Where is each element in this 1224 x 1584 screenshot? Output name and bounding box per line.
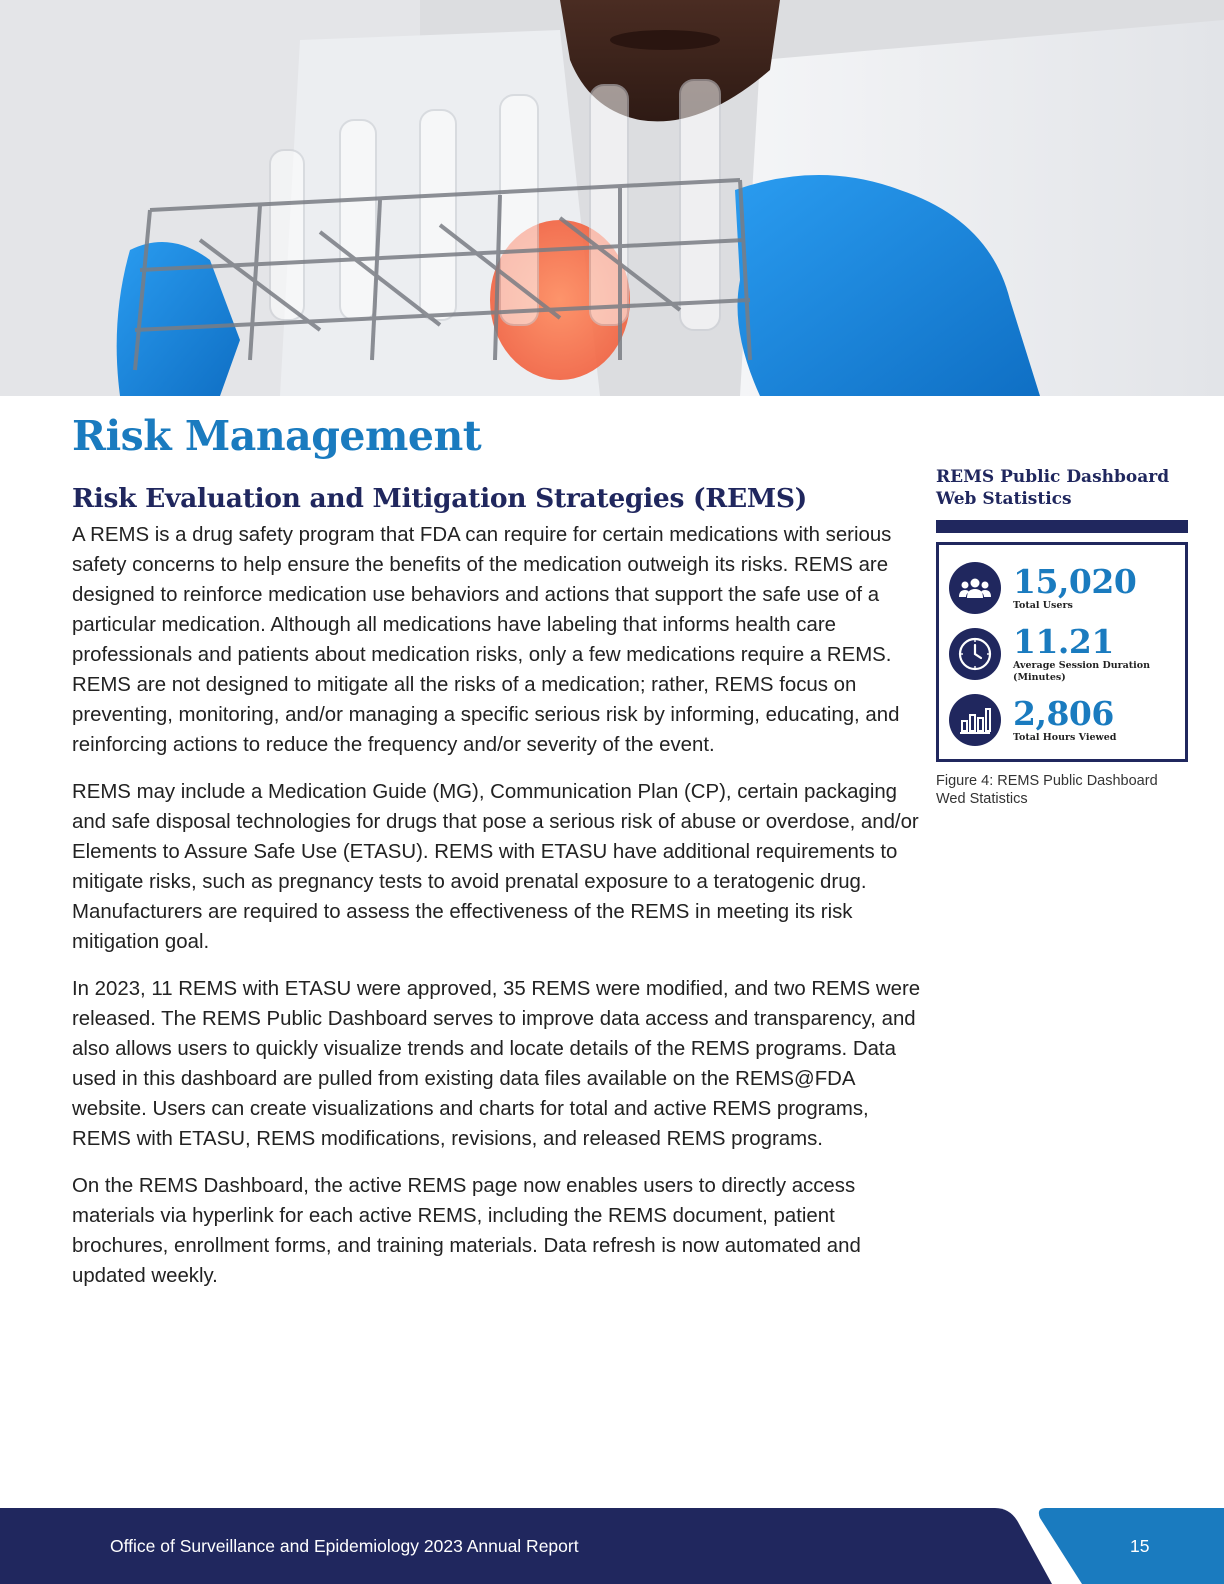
bar-chart-icon: [949, 694, 1001, 746]
paragraph-rems-definition: A REMS is a drug safety program that FDA can require for certain medications with serious safety concerns to help ensure the benefits of the medication outweigh its risks. REMS are designed to reinforce medication use behaviors and actions that support the safe use of a particular medication. Although all medications have labeling that informs health care professionals and patients about medication risks, only a few medications require a REMS. REMS are not designed to mitigate all the risks of a medication; rather, REMS focus on preventing, monitoring, and/or managing a specific serious risk by informing, educating, and reinforcing actions to reduce the frequency and/or severity of the event.: [72, 524, 900, 756]
page-footer: [0, 1508, 1224, 1584]
stat-avg-session: [949, 621, 1179, 687]
page-title: Risk Management: [72, 412, 482, 460]
stat-value: 11.21: [1013, 622, 1114, 661]
stat-value: 2,806: [1013, 694, 1114, 733]
page-number: 15: [1130, 1536, 1150, 1556]
stat-value: 15,020: [1013, 562, 1137, 601]
sidebar-title-line1: REMS Public Dashboard: [936, 467, 1170, 487]
main-content: [72, 410, 922, 1291]
section-title: Risk Evaluation and Mitigation Strategies (REMS): [72, 483, 808, 514]
dashboard-stats-sidebar: [936, 466, 1188, 808]
paragraph-rems-dashboard: On the REMS Dashboard, the active REMS page now enables users to directly access materials via hyperlink for each active REMS, including the REMS document, patient brochures, enrollment forms, and training materials. Data refresh is now automated and updated weekly.: [72, 1175, 861, 1287]
clock-icon: [949, 628, 1001, 680]
paragraph-rems-2023: In 2023, 11 REMS with ETASU were approved, 35 REMS were modified, and two REMS were released. The REMS Public Dashboard serves to improve data access and transparency, and also allows users to quickly visualize trends and locate details of the REMS programs. Data used in this dashboard are pulled from existing data files available on the REMS@FDA website. Users can create visualizations and charts for total and active REMS programs, REMS with ETASU, REMS modifications, revisions, and released REMS programs.: [72, 978, 921, 1150]
users-icon: [949, 562, 1001, 614]
sidebar-divider: [936, 520, 1188, 533]
stat-label: Total Hours Viewed: [1013, 732, 1117, 743]
stat-total-users: [949, 555, 1179, 621]
stat-total-hours: [949, 687, 1179, 753]
stats-box: [936, 542, 1188, 762]
figure-caption: Figure 4: REMS Public Dashboard Wed Statistics: [936, 773, 1158, 807]
paragraph-rems-components: REMS may include a Medication Guide (MG), Communication Plan (CP), certain packaging and safe disposal technologies for drugs that pose a serious risk of abuse or overdose, and/or Elements to Assure Safe Use (ETASU). REMS with ETASU have additional requirements to mitigate risks, such as pregnancy tests to avoid prenatal exposure to a teratogenic drug. Manufacturers are required to assess the effectiveness of the REMS in meeting its risk mitigation goal.: [72, 781, 919, 953]
sidebar-title: [936, 466, 1188, 510]
stat-label: Average Session Duration (Minutes): [1013, 660, 1151, 683]
lab-scene-illustration: [0, 0, 1224, 396]
footer-report-title: Office of Surveillance and Epidemiology 2023 Annual Report: [110, 1536, 579, 1556]
sidebar-title-line2: Web Statistics: [936, 489, 1072, 509]
hero-photo: [0, 0, 1224, 396]
stat-label: Total Users: [1013, 600, 1073, 611]
